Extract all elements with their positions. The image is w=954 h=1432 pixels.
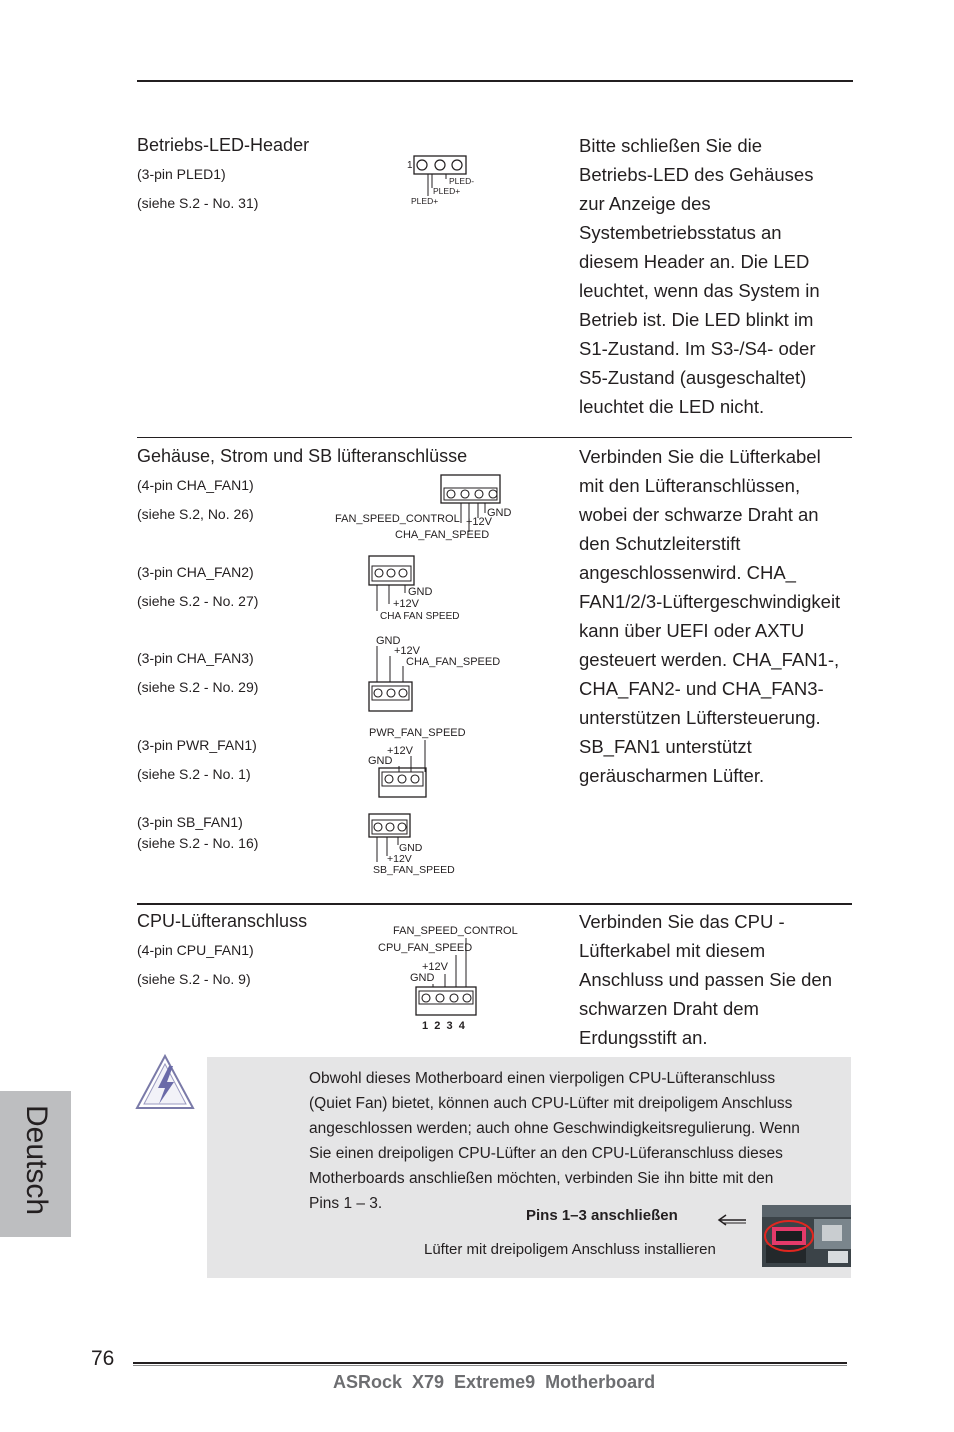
pled-pin1-label: 1 <box>407 160 413 171</box>
section-divider <box>137 903 852 905</box>
v12-label: +12V <box>466 516 492 528</box>
cpu-fan-diagram <box>375 920 525 1035</box>
cha-fan-speed-label: CHA_FAN_SPEED <box>395 529 490 541</box>
fan-speed-control-label: FAN_SPEED_CONTROL <box>335 513 460 525</box>
cpu-fan-title: CPU-Lüfteranschluss <box>137 911 308 931</box>
gnd-label: GND <box>408 586 433 598</box>
footer-rule-thin <box>133 1365 847 1366</box>
cha-fan1-pin-label: (4-pin CHA_FAN1) <box>137 477 254 493</box>
gnd-label: GND <box>399 842 423 854</box>
pin-numbers-label: 1 2 3 4 <box>422 1020 465 1032</box>
gnd-label: GND <box>376 635 401 647</box>
pled-minus-label: PLED- <box>449 176 475 186</box>
gnd-label: GND <box>410 972 435 984</box>
cha-fan2-diagram <box>365 553 495 625</box>
sb-fan1-pin-label: (3-pin SB_FAN1) <box>137 814 243 830</box>
fan-connector-photo <box>762 1205 851 1267</box>
cha-fan-speed-label: CHA FAN SPEED <box>380 611 460 622</box>
footer-product-name: ASRock X79 Extreme9 Motherboard <box>333 1372 656 1392</box>
cha-fan2-ref-label: (siehe S.2 - No. 27) <box>137 593 259 609</box>
callout-bold-text: Pins 1–3 anschließen <box>526 1207 678 1224</box>
pwr-fan-speed-label: PWR_FAN_SPEED <box>369 727 466 739</box>
cha-fan1-ref-label: (siehe S.2, No. 26) <box>137 506 254 522</box>
cha-fan3-pin-label: (3-pin CHA_FAN3) <box>137 650 254 666</box>
led-pin-label: (3-pin PLED1) <box>137 166 226 182</box>
fan-headers-title: Gehäuse, Strom und SB lüfteranschlüsse <box>137 446 468 466</box>
led-header-title: Betriebs-LED-Header <box>137 135 310 155</box>
pwr-fan1-diagram <box>365 722 475 802</box>
warning-icon <box>134 1052 196 1112</box>
pwr-fan1-ref-label: (siehe S.2 - No. 1) <box>137 766 251 782</box>
fan-description: Verbinden Sie die Lüfterkabel mit den Lüfteranschlüssen, wobei der schwarze Draht an den Schutzleiterstift angeschlossenwird. CHA_ FAN1/2/3-Lüftergeschwindigkeit kann über UEFI oder AXTU gesteuert werden. CHA_FAN1-, CHA_FAN2- und CHA_FAN3- unterstützen Lüftersteuerung. SB_FAN1 unterstützt geräuscharmen Lüfter. <box>579 446 841 786</box>
cpu-fan-speed-label: CPU_FAN_SPEED <box>378 942 473 954</box>
page-number: 76 <box>91 1347 115 1370</box>
cha-fan-speed-label: CHA_FAN_SPEED <box>406 656 501 668</box>
cpu-fan-description: Verbinden Sie das CPU - Lüfterkabel mit diesem Anschluss und passen Sie den schwarzen Draht dem Erdungsstift an. <box>579 911 833 1048</box>
gnd-label: GND <box>368 755 393 767</box>
cha-fan3-diagram <box>365 632 505 714</box>
cha-fan3-ref-label: (siehe S.2 - No. 29) <box>137 679 259 695</box>
cha-fan1-diagram <box>330 470 530 545</box>
v12-label: +12V <box>387 853 412 865</box>
v12-label: +12V <box>393 598 419 610</box>
fan-speed-control-label: FAN_SPEED_CONTROL <box>393 925 518 937</box>
pled-diagram <box>400 150 490 210</box>
sb-fan1-diagram <box>365 812 475 878</box>
led-ref-label: (siehe S.2 - No. 31) <box>137 195 259 211</box>
pwr-fan1-pin-label: (3-pin PWR_FAN1) <box>137 737 257 753</box>
led-description: Bitte schließen Sie die Betriebs-LED des Gehäuses zur Anzeige des Systembetriebsstatus an diesem Header an. Die LED leuchtet, wenn das System in Betrieb ist. Die LED blinkt im S1-Zustand. Im S3-/S4- oder S5-Zustand (ausgeschaltet) leuchtet die LED nicht. <box>579 135 820 417</box>
cpu-fan-pin-label: (4-pin CPU_FAN1) <box>137 942 254 958</box>
note-text: Obwohl dieses Motherboard einen vierpoligen CPU-Lüfteranschluss (Quiet Fan) bietet, können auch CPU-Lüfter mit dreipoligem Anschluss angeschlossen werden; auch ohne Geschwindigkeitsregulierung. Wenn Sie einen dreipoligen CPU-Lüfter an den CPU-Lüferanschluss dieses Motherboards anschließen möchten, verbinden Sie ihn bitte mit den Pins 1 – 3. <box>309 1070 800 1212</box>
sb-fan1-ref-label: (siehe S.2 - No. 16) <box>137 835 259 851</box>
section-divider <box>137 437 852 438</box>
cpu-fan-ref-label: (siehe S.2 - No. 9) <box>137 971 251 987</box>
pled-plus-label-2: PLED+ <box>411 196 439 206</box>
v12-label: +12V <box>422 961 448 973</box>
top-rule <box>137 80 853 82</box>
v12-label: +12V <box>394 645 420 657</box>
sb-fan-speed-label: SB_FAN_SPEED <box>373 864 455 876</box>
language-tab-label: Deutsch <box>20 1104 53 1216</box>
footer-rule <box>133 1362 847 1364</box>
cha-fan2-pin-label: (3-pin CHA_FAN2) <box>137 564 254 580</box>
arrow-left-icon <box>716 1212 748 1228</box>
callout-caption: Lüfter mit dreipoligem Anschluss installieren <box>424 1241 716 1258</box>
gnd-label: GND <box>487 507 512 519</box>
v12-label: +12V <box>387 745 413 757</box>
pled-plus-label: PLED+ <box>433 186 461 196</box>
